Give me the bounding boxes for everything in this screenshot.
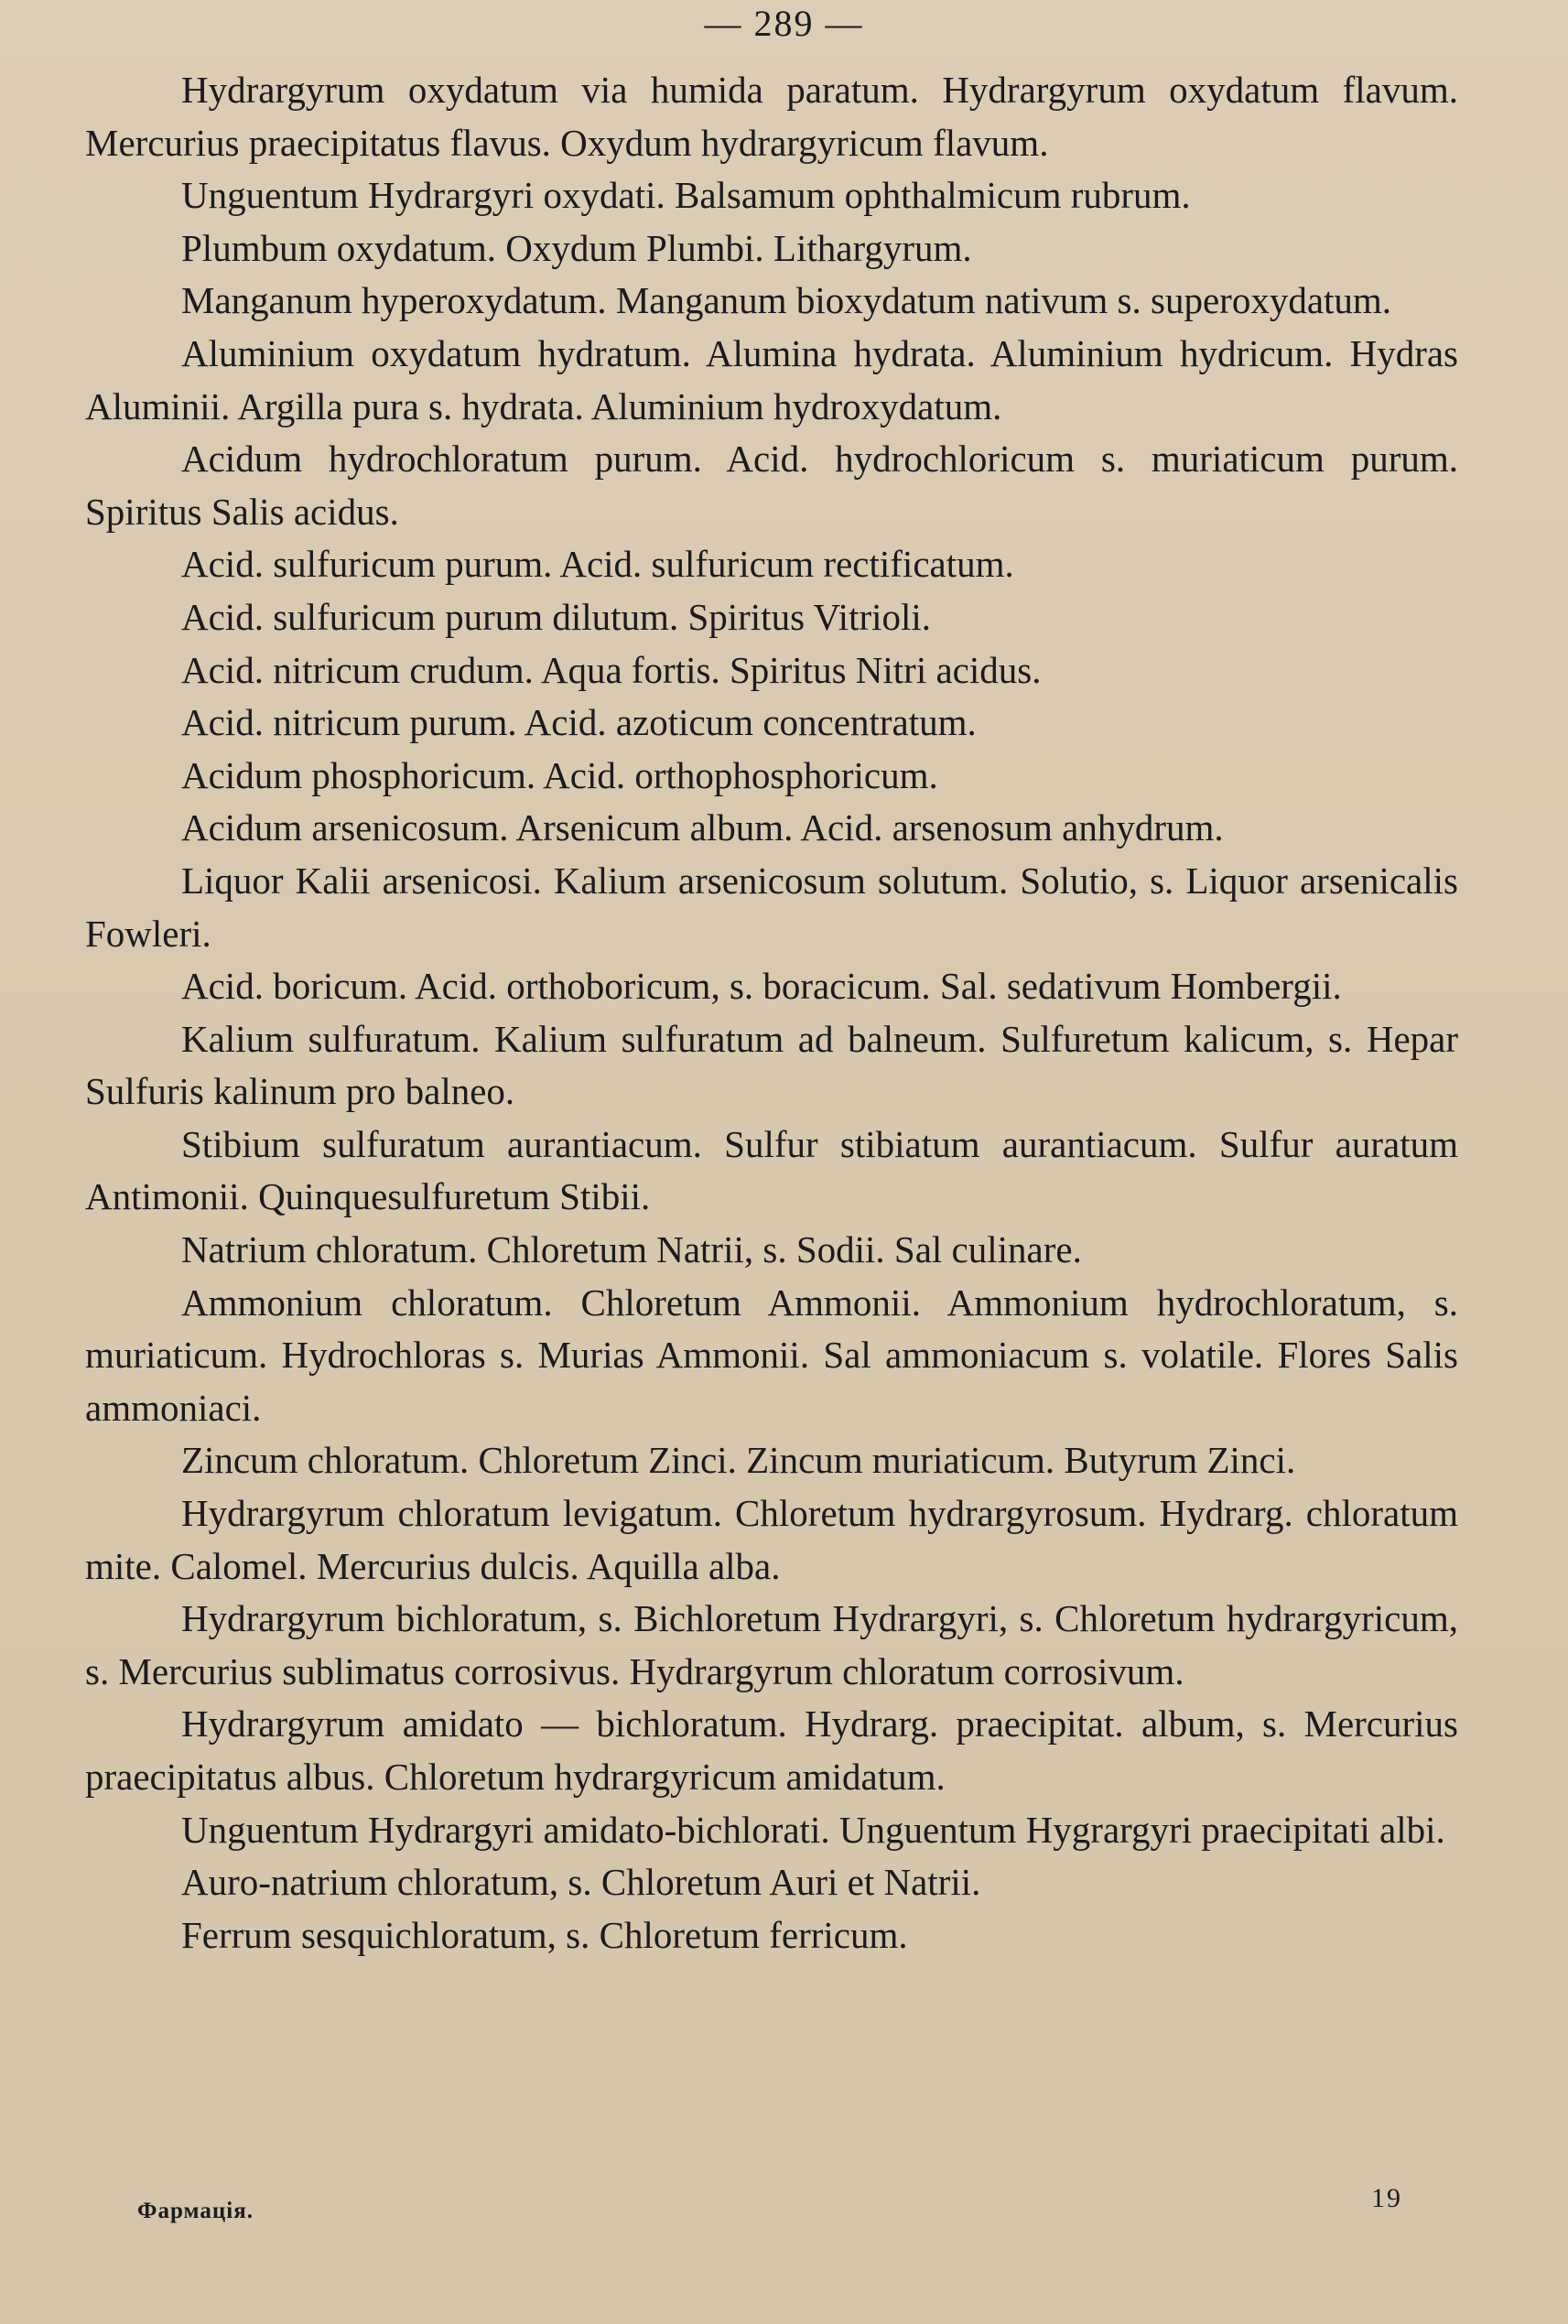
paragraph: Acid. boricum. Acid. orthoboricum, s. boracicum. Sal. sedativum Hombergii. <box>181 965 1342 1008</box>
paragraph: Natrium chloratum. Chloretum Natrii, s. Sodii. Sal culinare. <box>181 1228 1082 1271</box>
paragraph: Acid. nitricum crudum. Aqua fortis. Spiritus Nitri acidus. <box>181 648 1042 691</box>
paragraph: Liquor Kalii arsenicosi. Kalium arsenicosum solutum. Solutio, s. Liquor arsenicalis Fowleri. <box>85 859 1458 955</box>
paragraph: Acid. sulfuricum purum dilutum. Spiritus Vitrioli. <box>181 595 932 638</box>
paragraph: Plumbum oxydatum. Oxydum Plumbi. Lithargyrum. <box>181 226 972 269</box>
body-text <box>85 64 1458 1962</box>
paragraph: Ammonium chloratum. Chloretum Ammonii. Ammonium hydrochloratum, s. muriaticum. Hydrochloras s. Murias Ammonii. Sal ammoniacum s. volatile. Flores Salis ammoniaci. <box>85 1281 1458 1429</box>
sheet-number: 19 <box>1371 2183 1402 2213</box>
paragraph: Hydrargyrum chloratum levigatum. Chloretum hydrargyrosum. Hydrarg. chloratum mite. Calomel. Mercurius dulcis. Aquilla alba. <box>85 1492 1458 1587</box>
paragraph: Unguentum Hydrargyri oxydati. Balsamum ophthalmicum rubrum. <box>181 174 1191 217</box>
paragraph: Hydrargyrum amidato — bichloratum. Hydrarg. praecipitat. album, s. Mercurius praecipitatus albus. Chloretum hydrargyricum amidatum. <box>85 1702 1458 1798</box>
paragraph: Stibium sulfuratum aurantiacum. Sulfur stibiatum aurantiacum. Sulfur auratum Antimonii. Quinquesulfuretum Stibii. <box>85 1122 1458 1218</box>
paragraph: Acid. sulfuricum purum. Acid. sulfuricum rectificatum. <box>181 543 1014 586</box>
paragraph: Manganum hyperoxydatum. Manganum bioxydatum nativum s. superoxydatum. <box>181 279 1392 322</box>
paragraph: Auro-natrium chloratum, s. Chloretum Auri et Natrii. <box>181 1861 981 1904</box>
paragraph: Hydrargyrum oxydatum via humida paratum. Hydrargyrum oxydatum flavum. Mercurius praecipitatus flavus. Oxydum hydrargyricum flavum. <box>85 69 1458 164</box>
paragraph: Acid. nitricum purum. Acid. azoticum concentratum. <box>181 701 977 744</box>
signature-mark: Фармація. <box>137 2199 254 2223</box>
paragraph: Zincum chloratum. Chloretum Zinci. Zincum muriaticum. Butyrum Zinci. <box>181 1439 1296 1482</box>
paragraph: Acidum phosphoricum. Acid. orthophosphoricum. <box>181 753 938 796</box>
paragraph: Acidum hydrochloratum purum. Acid. hydrochloricum s. muriaticum purum. Spiritus Salis acidus. <box>85 438 1458 533</box>
paragraph: Kalium sulfuratum. Kalium sulfuratum ad balneum. Sulfuretum kalicum, s. Hepar Sulfuris kalinum pro balneo. <box>85 1017 1458 1113</box>
paragraph: Hydrargyrum bichloratum, s. Bichloretum Hydrargyri, s. Chloretum hydrargyricum, s. Mercurius sublimatus corrosivus. Hydrargyrum chloratum corrosivum. <box>85 1597 1458 1692</box>
page-number: — 289 — <box>704 3 864 44</box>
paragraph: Unguentum Hydrargyri amidato-bichlorati. Unguentum Hygrargyri praecipitati albi. <box>181 1808 1445 1851</box>
paragraph: Ferrum sesquichloratum, s. Chloretum ferricum. <box>181 1913 908 1956</box>
paragraph: Acidum arsenicosum. Arsenicum album. Acid. arsenosum anhydrum. <box>181 806 1224 849</box>
paragraph: Aluminium oxydatum hydratum. Alumina hydrata. Aluminium hydricum. Hydras Aluminii. Argilla pura s. hydrata. Aluminium hydroxydatum. <box>85 331 1458 427</box>
